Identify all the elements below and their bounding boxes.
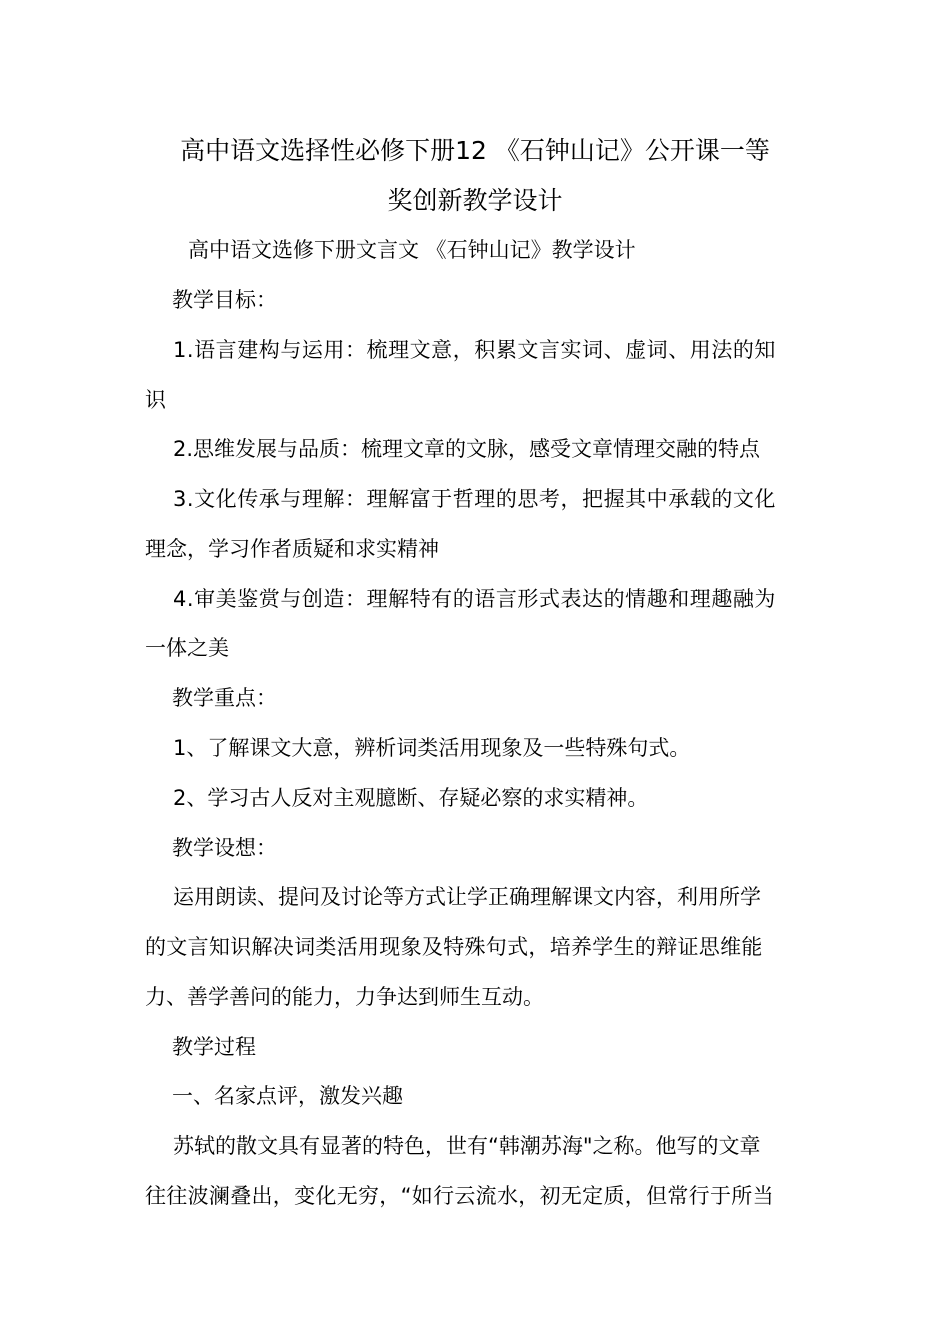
process-section-1-heading: 一、名家点评，激发兴趣 [172, 1084, 403, 1108]
key-points-heading: 教学重点： [172, 686, 277, 710]
concept-line-1: 运用朗读、提问及讨论等方式让学正确理解课文内容，利用所学 [173, 885, 761, 909]
objective-item-4-line-1: 4.审美鉴赏与创造：理解特有的语言形式表达的情趣和理趣融为 [173, 587, 776, 611]
process-heading: 教学过程 [172, 1035, 256, 1059]
document-subtitle: 高中语文选修下册文言文 《石钟山记》教学设计 [188, 238, 636, 262]
concept-line-3: 力、善学善问的能力，力争达到师生互动。 [145, 985, 544, 1009]
concept-heading: 教学设想： [172, 836, 277, 860]
objective-item-4-line-2: 一体之美 [145, 636, 229, 660]
concept-line-2: 的文言知识解决词类活用现象及特殊句式，培养学生的辩证思维能 [145, 935, 763, 959]
process-paragraph-1-line-2: 往往波澜叠出，变化无穷，“如行云流水，初无定质，但常行于所当 [145, 1184, 774, 1208]
objectives-heading: 教学目标： [172, 288, 277, 312]
document-title-line-2: 奖创新教学设计 [387, 186, 563, 215]
key-point-item-1: 1、了解课文大意，辨析词类活用现象及一些特殊句式。 [173, 736, 691, 760]
objective-item-1-line-2: 识 [145, 388, 166, 412]
document-title-line-1: 高中语文选择性必修下册12 《石钟山记》公开课一等 [180, 136, 770, 165]
objective-item-1-line-1: 1.语言建构与运用：梳理文意，积累文言实词、虚词、用法的知 [173, 338, 776, 362]
key-point-item-2: 2、学习古人反对主观臆断、存疑必察的求实精神。 [173, 786, 649, 810]
process-paragraph-1-line-1: 苏轼的散文具有显著的特色，世有“韩潮苏海"之称。他写的文章 [173, 1134, 761, 1158]
objective-item-3-line-1: 3.文化传承与理解：理解富于哲理的思考，把握其中承载的文化 [173, 487, 776, 511]
objective-item-2: 2.思维发展与品质：梳理文章的文脉，感受文章情理交融的特点 [173, 437, 761, 461]
objective-item-3-line-2: 理念，学习作者质疑和求实精神 [145, 537, 439, 561]
